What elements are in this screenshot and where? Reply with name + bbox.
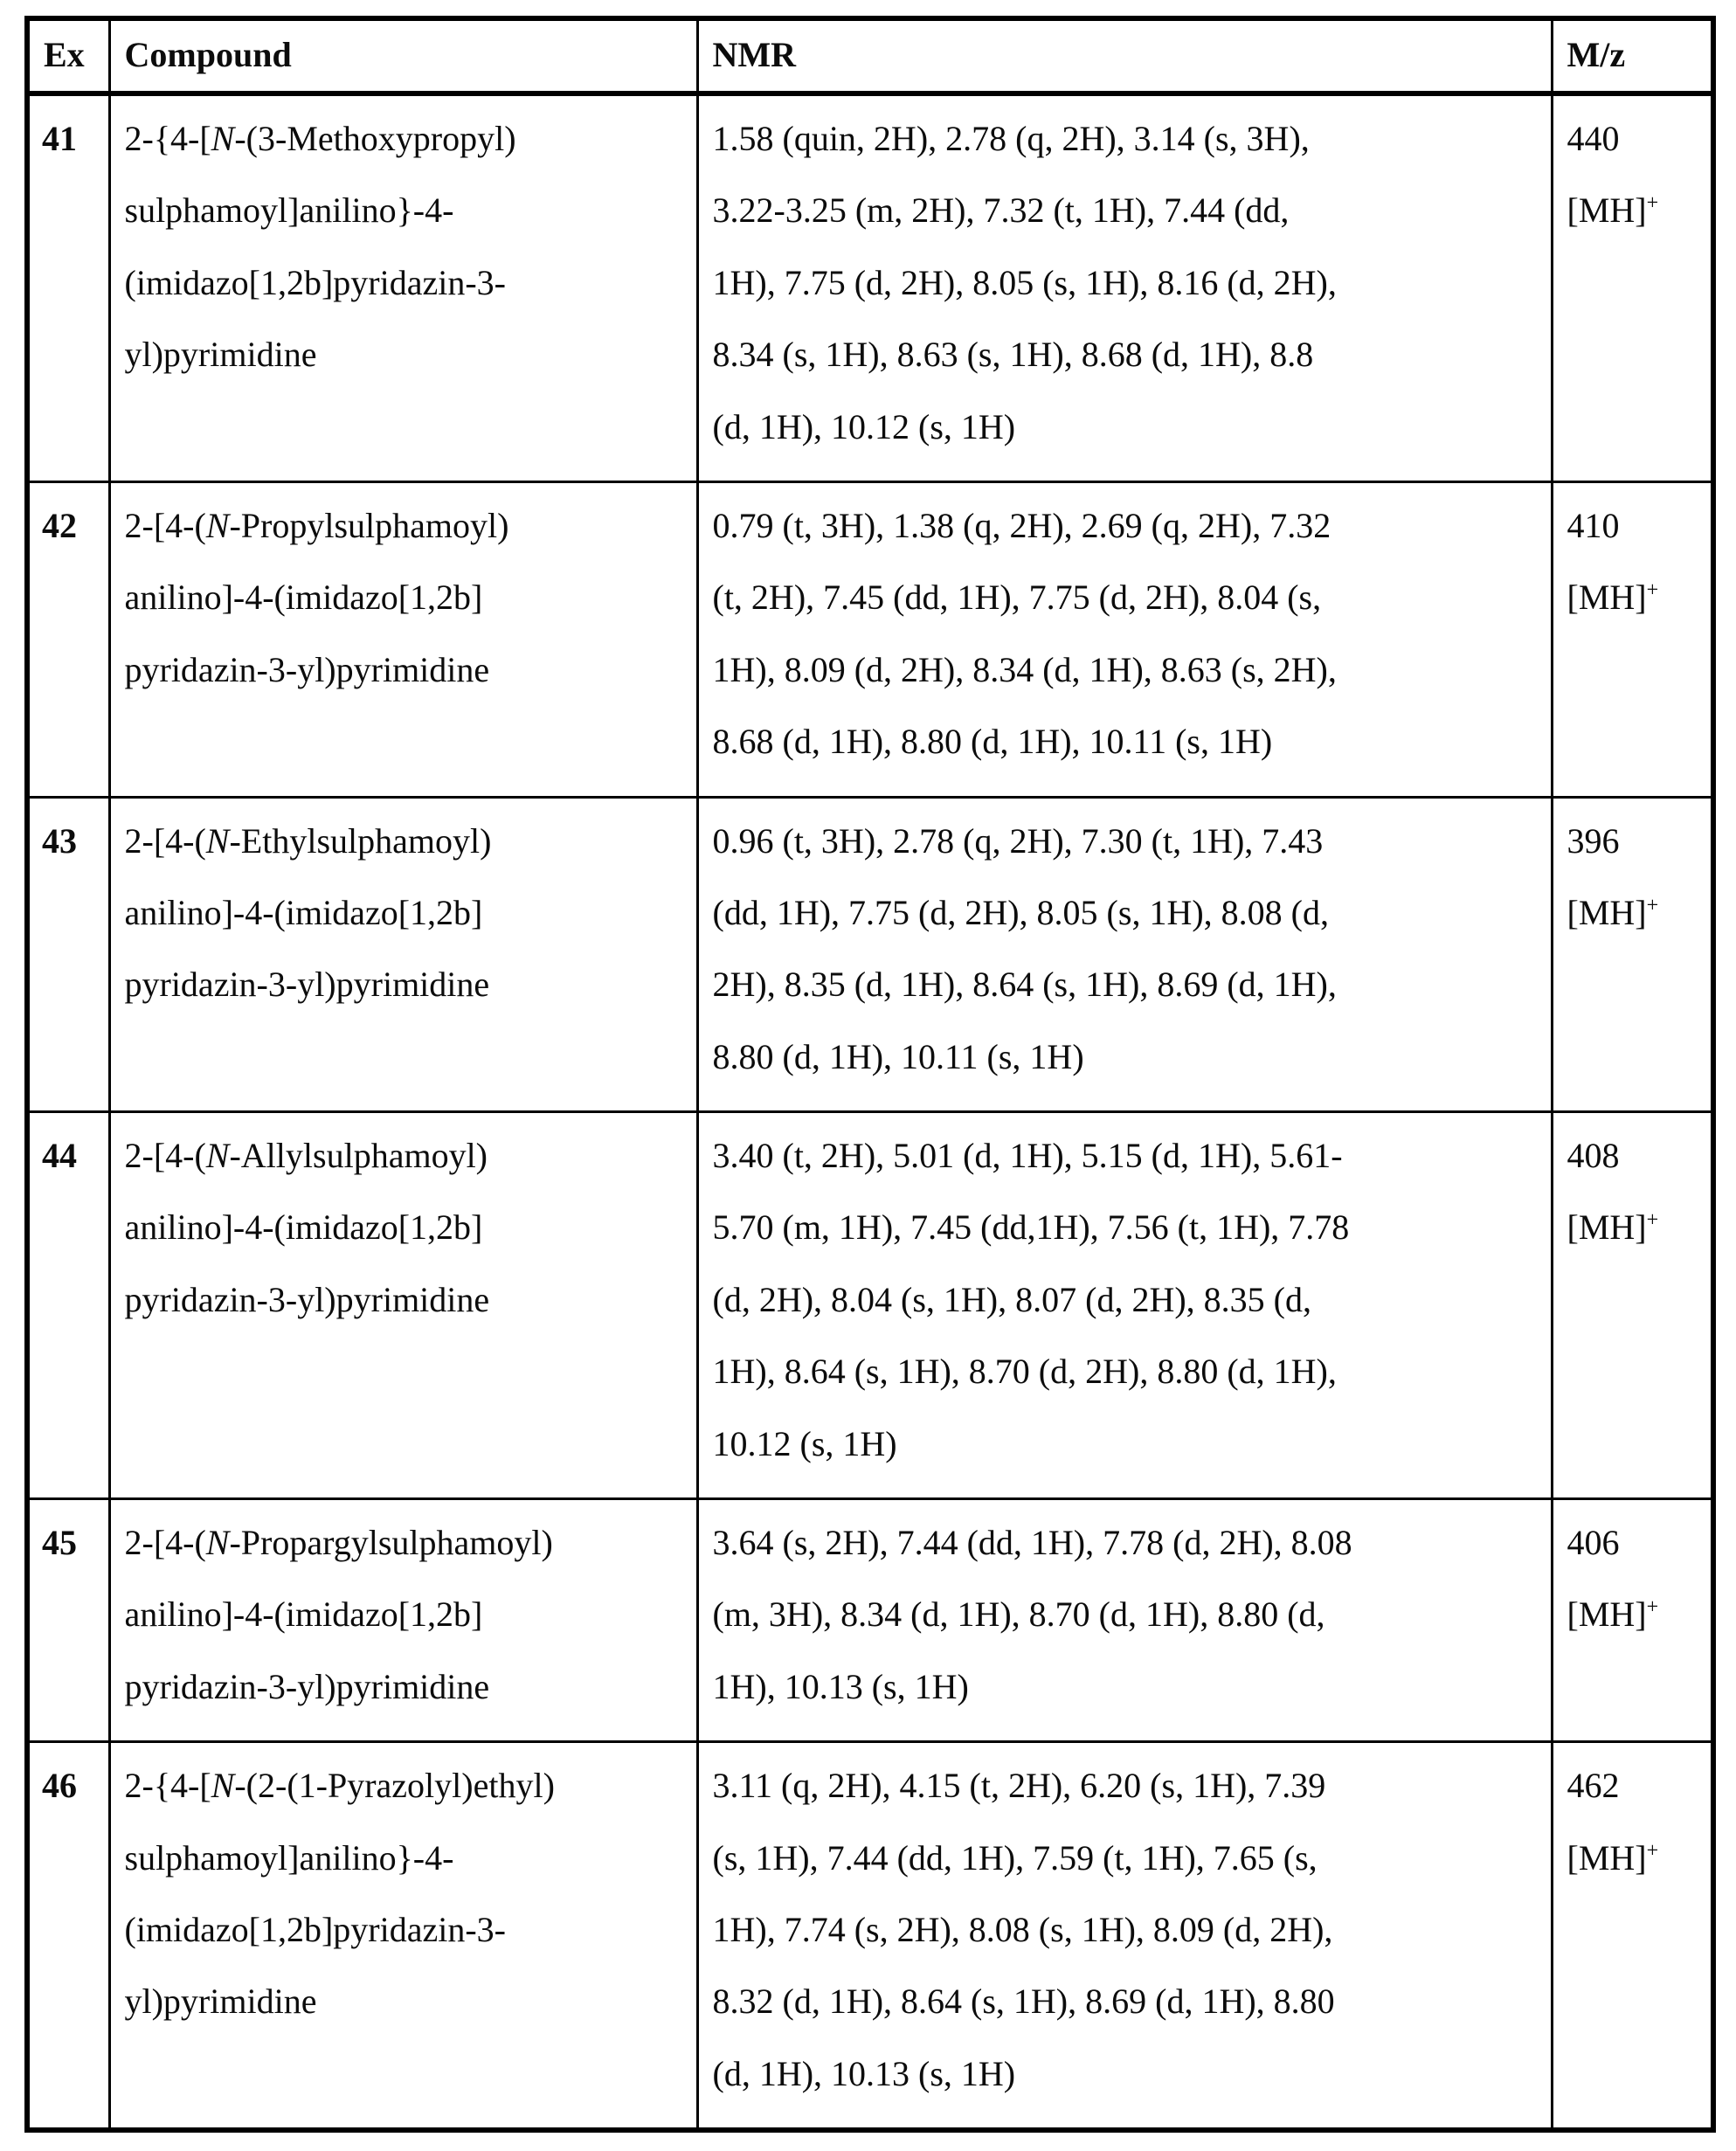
compound-name: 2-{4-[N-(3-Methoxypropyl) sulphamoyl]anilino}-4- (imidazo[1,2b]pyridazin-3- yl)pyrimidine bbox=[124, 119, 516, 375]
mz-ion bbox=[1567, 562, 1698, 633]
nmr-cell bbox=[697, 1742, 1552, 2130]
example-number: 46 bbox=[42, 1766, 77, 1806]
mz-ion-label: [MH] bbox=[1567, 892, 1647, 932]
compound-cell bbox=[109, 481, 697, 797]
mz-charge-sign: + bbox=[1646, 192, 1659, 216]
mz-ion-label: [MH] bbox=[1567, 1207, 1647, 1248]
example-number: 43 bbox=[42, 820, 77, 861]
nmr-data: 3.64 (s, 2H), 7.44 (dd, 1H), 7.78 (d, 2H), 8.08 (m, 3H), 8.34 (d, 1H), 8.70 (d, 1H), 8.80 (d, 1H), 10.13 (s, 1H) bbox=[712, 1523, 1352, 1706]
nmr-cell bbox=[697, 481, 1552, 797]
mz-charge-sign: + bbox=[1646, 579, 1659, 603]
example-number-cell bbox=[27, 93, 109, 481]
mz-charge-sign: + bbox=[1646, 1596, 1659, 1620]
mz-cell bbox=[1552, 93, 1713, 481]
mz-value: 462 bbox=[1567, 1766, 1620, 1806]
compound-cell bbox=[109, 797, 697, 1112]
table-header bbox=[27, 18, 1713, 93]
mz-ion-label: [MH] bbox=[1567, 1837, 1647, 1878]
compound-cell bbox=[109, 1742, 697, 2130]
mz-ion-label: [MH] bbox=[1567, 190, 1647, 231]
header-row bbox=[27, 18, 1713, 93]
nmr-cell bbox=[697, 1112, 1552, 1499]
compound-cell bbox=[109, 93, 697, 481]
mz-ion-label: [MH] bbox=[1567, 578, 1647, 618]
mz-ion bbox=[1567, 1192, 1698, 1263]
mz-charge-sign: + bbox=[1646, 1209, 1659, 1233]
nmr-cell bbox=[697, 1499, 1552, 1742]
nmr-data: 0.96 (t, 3H), 2.78 (q, 2H), 7.30 (t, 1H), 7.43 (dd, 1H), 7.75 (d, 2H), 8.05 (s, 1H), 8.08 (d, 2H), 8.35 (d, 1H), 8.64 (s, 1H), 8.69 (d, 1H), 8.80 (d, 1H), 10.11 (s, 1H) bbox=[712, 820, 1337, 1076]
example-number: 45 bbox=[42, 1523, 77, 1563]
mz-ion bbox=[1567, 877, 1698, 949]
table-body bbox=[27, 93, 1713, 2130]
mz-cell bbox=[1552, 797, 1713, 1112]
mz-cell bbox=[1552, 1112, 1713, 1499]
mz-ion bbox=[1567, 1579, 1698, 1650]
header-compound: Compound bbox=[109, 18, 697, 93]
mz-value: 410 bbox=[1567, 505, 1620, 545]
compound-table bbox=[24, 16, 1716, 2133]
compound-name: 2-[4-(N-Ethylsulphamoyl) anilino]-4-(imidazo[1,2b] pyridazin-3-yl)pyrimidine bbox=[124, 820, 492, 1005]
nmr-data: 0.79 (t, 3H), 1.38 (q, 2H), 2.69 (q, 2H), 7.32 (t, 2H), 7.45 (dd, 1H), 7.75 (d, 2H), 8.04 (s, 1H), 8.09 (d, 2H), 8.34 (d, 1H), 8.63 (s, 2H), 8.68 (d, 1H), 8.80 (d, 1H), 10.11 (s, 1H) bbox=[712, 505, 1337, 762]
mz-value: 440 bbox=[1567, 119, 1620, 158]
header-mz: M/z bbox=[1552, 18, 1713, 93]
mz-cell bbox=[1552, 1499, 1713, 1742]
compound-name: 2-{4-[N-(2-(1-Pyrazolyl)ethyl) sulphamoyl]anilino}-4- (imidazo[1,2b]pyridazin-3- yl)pyrimidine bbox=[124, 1766, 555, 2022]
mz-ion bbox=[1567, 175, 1698, 246]
table-row bbox=[27, 797, 1713, 1112]
mz-ion-label: [MH] bbox=[1567, 1594, 1647, 1635]
mz-ion bbox=[1567, 1822, 1698, 1894]
table-row bbox=[27, 1112, 1713, 1499]
table-row bbox=[27, 1499, 1713, 1742]
mz-charge-sign: + bbox=[1646, 894, 1659, 917]
example-number-cell bbox=[27, 1499, 109, 1742]
mz-charge-sign: + bbox=[1646, 1839, 1659, 1863]
mz-value: 408 bbox=[1567, 1136, 1620, 1176]
mz-cell bbox=[1552, 1742, 1713, 2130]
header-nmr: NMR bbox=[697, 18, 1552, 93]
header-ex: Ex bbox=[27, 18, 109, 93]
table-row bbox=[27, 93, 1713, 481]
nmr-cell bbox=[697, 93, 1552, 481]
compound-name: 2-[4-(N-Propylsulphamoyl) anilino]-4-(imidazo[1,2b] pyridazin-3-yl)pyrimidine bbox=[124, 505, 509, 689]
example-number: 44 bbox=[42, 1136, 77, 1176]
example-number-cell bbox=[27, 797, 109, 1112]
example-number: 42 bbox=[42, 505, 77, 545]
example-number-cell bbox=[27, 481, 109, 797]
example-number-cell bbox=[27, 1112, 109, 1499]
nmr-data: 3.11 (q, 2H), 4.15 (t, 2H), 6.20 (s, 1H), 7.39 (s, 1H), 7.44 (dd, 1H), 7.59 (t, 1H), 7.65 (s, 1H), 7.74 (s, 2H), 8.08 (s, 1H), 8.09 (d, 2H), 8.32 (d, 1H), 8.64 (s, 1H), 8.69 (d, 1H), 8.80 (d, 1H), 10.13 (s, 1H) bbox=[712, 1766, 1335, 2093]
table-row bbox=[27, 481, 1713, 797]
nmr-data: 3.40 (t, 2H), 5.01 (d, 1H), 5.15 (d, 1H), 5.61- 5.70 (m, 1H), 7.45 (dd,1H), 7.56 (t, 1H), 7.78 (d, 2H), 8.04 (s, 1H), 8.07 (d, 2H), 8.35 (d, 1H), 8.64 (s, 1H), 8.70 (d, 2H), 8.80 (d, 1H), 10.12 (s, 1H) bbox=[712, 1136, 1350, 1463]
compound-name: 2-[4-(N-Propargylsulphamoyl) anilino]-4-(imidazo[1,2b] pyridazin-3-yl)pyrimidine bbox=[124, 1523, 553, 1706]
table-row bbox=[27, 1742, 1713, 2130]
compound-cell bbox=[109, 1499, 697, 1742]
nmr-cell bbox=[697, 797, 1552, 1112]
compound-name: 2-[4-(N-Allylsulphamoyl) anilino]-4-(imidazo[1,2b] pyridazin-3-yl)pyrimidine bbox=[124, 1136, 490, 1319]
example-number: 41 bbox=[42, 119, 77, 158]
mz-cell bbox=[1552, 481, 1713, 797]
example-number-cell bbox=[27, 1742, 109, 2130]
nmr-data: 1.58 (quin, 2H), 2.78 (q, 2H), 3.14 (s, 3H), 3.22-3.25 (m, 2H), 7.32 (t, 1H), 7.44 (dd, 1H), 7.75 (d, 2H), 8.05 (s, 1H), 8.16 (d, 2H), 8.34 (s, 1H), 8.63 (s, 1H), 8.68 (d, 1H), 8.8 (d, 1H), 10.12 (s, 1H) bbox=[712, 119, 1337, 446]
compound-cell bbox=[109, 1112, 697, 1499]
mz-value: 406 bbox=[1567, 1523, 1620, 1563]
mz-value: 396 bbox=[1567, 820, 1620, 861]
